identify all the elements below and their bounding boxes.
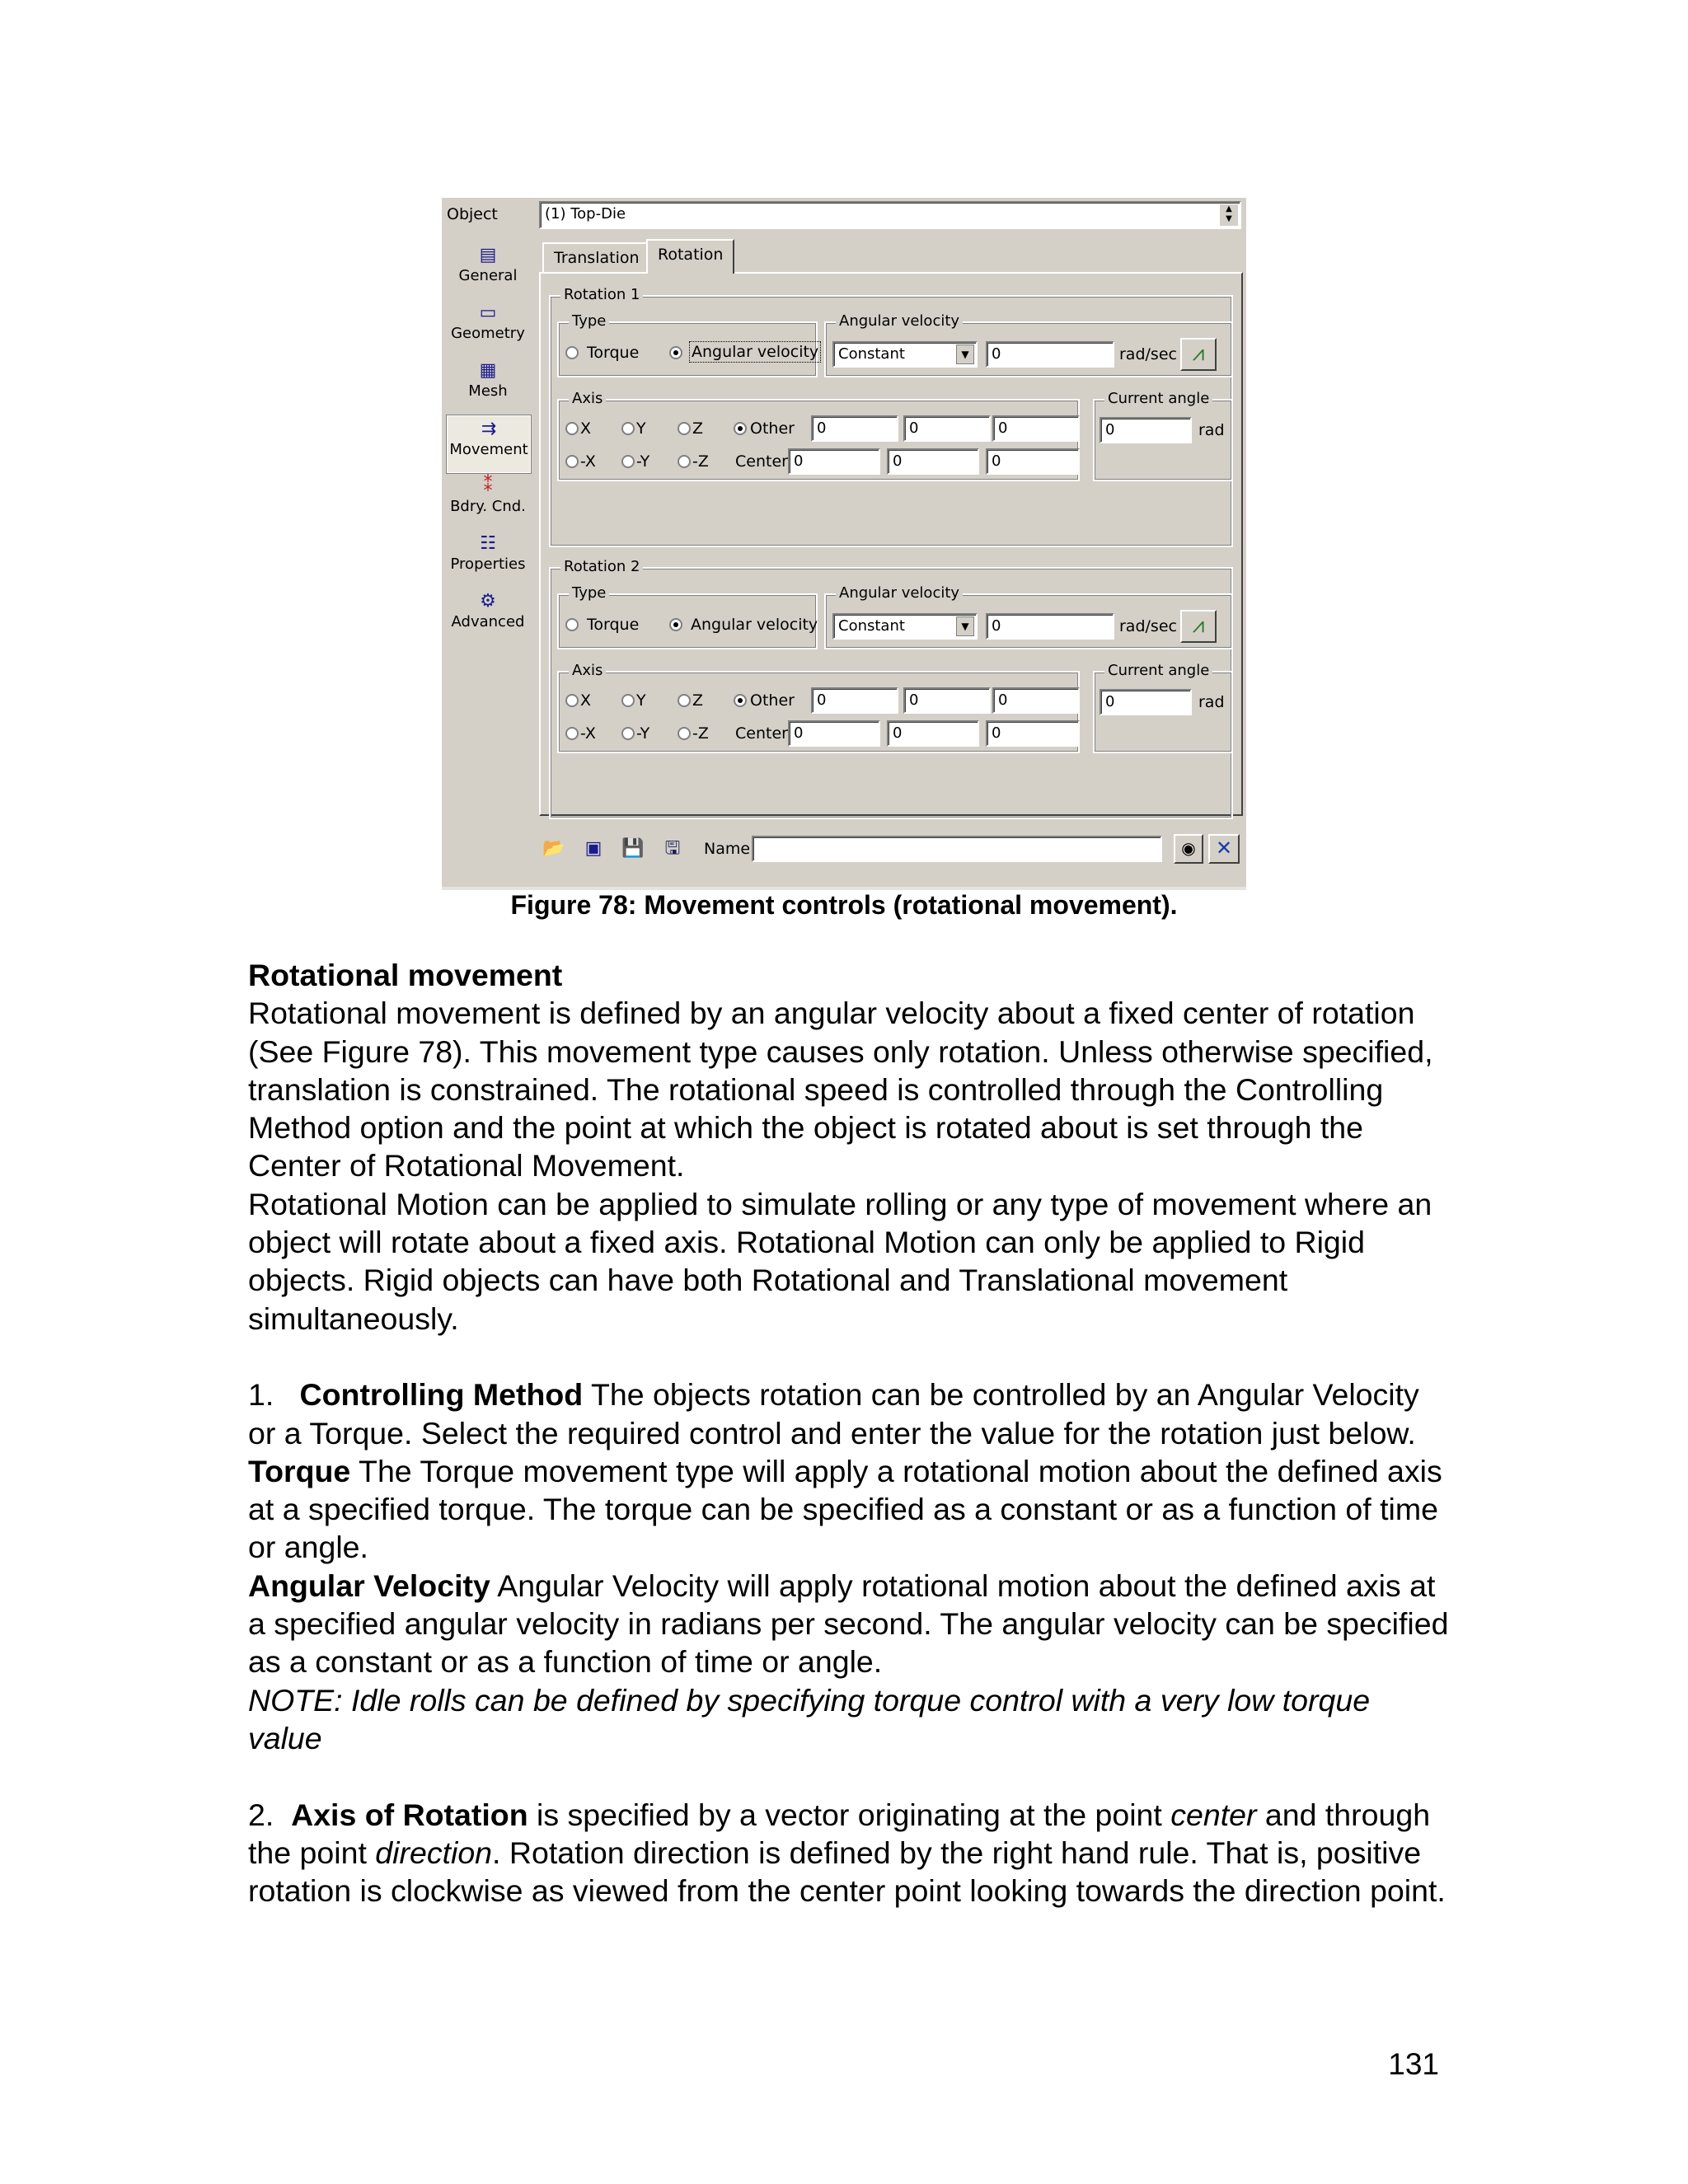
center-label: Center: [735, 724, 788, 743]
rotation-1-title: Rotation 1: [560, 285, 643, 305]
direction-z-input[interactable]: 0: [992, 415, 1080, 442]
geometry-icon: ▭: [479, 302, 497, 323]
nav-boundary-condition[interactable]: ⁑ Bdry. Cnd.: [450, 476, 526, 515]
axis-y-label: Y: [636, 691, 646, 710]
function-editor-button[interactable]: [1180, 338, 1217, 371]
axis-y-radio[interactable]: [621, 422, 635, 435]
document-body: [248, 956, 1451, 1910]
torque-radio[interactable]: [565, 346, 579, 359]
note: NOTE: Idle rolls can be defined by specifying torque control with a very low torque value: [248, 1682, 1371, 1755]
angvel-unit: rad/sec: [1119, 617, 1177, 635]
center-y-input[interactable]: 0: [887, 448, 979, 475]
axis-x-label: X: [580, 691, 592, 710]
axis-z-radio[interactable]: [678, 422, 691, 435]
eye-icon: ◉: [1181, 838, 1196, 858]
current-angle-label: Current angle: [1104, 661, 1212, 681]
nav-geometry[interactable]: ▭ Geometry: [451, 302, 525, 342]
direction-x-input[interactable]: 0: [811, 415, 898, 442]
axis-neg-z-radio[interactable]: [678, 727, 691, 740]
axis-x-radio[interactable]: [565, 694, 579, 707]
direction-x-input[interactable]: 0: [811, 687, 898, 714]
axis-label: Axis: [569, 389, 606, 409]
axis-other-label: Other: [750, 691, 795, 710]
movement-dialog: [442, 198, 1246, 890]
save-icon[interactable]: 💾: [621, 838, 645, 859]
torque-label: Torque: [587, 616, 640, 634]
current-angle-unit: rad: [1198, 693, 1225, 711]
axis-neg-y-label: -Y: [636, 724, 650, 743]
curve-editor-icon: ⩘: [1192, 613, 1205, 638]
item-1: 1. Controlling Method The objects rotation can be controlled by an Angular Velocity or a Torque. Select the required control and enter the value for the rotation just below.: [248, 1377, 1419, 1451]
angular-velocity-label: Angular velocity: [689, 341, 821, 363]
axis-neg-x-label: -X: [580, 724, 596, 743]
movement-icon: ⇉: [481, 419, 497, 439]
angvel-group-label: Angular velocity: [836, 583, 963, 603]
close-icon: ✕: [1215, 837, 1233, 860]
save-as-icon[interactable]: 🖫: [664, 838, 681, 859]
axis-neg-z-label: -Z: [692, 452, 709, 471]
center-x-input[interactable]: 0: [788, 720, 880, 747]
open-library-icon[interactable]: ▣: [584, 838, 603, 859]
axis-label: Axis: [569, 661, 606, 681]
axis-z-label: Z: [692, 691, 704, 710]
axis-x-radio[interactable]: [565, 422, 579, 435]
center-label: Center: [735, 452, 788, 471]
item-2: 2. Axis of Rotation is specified by a vector originating at the point center and through the point direction. Rotation direction is defined by the right hand rule. That is, positive rotation is clockwise as viewed from the center point looking towards the direction point.: [248, 1797, 1446, 1909]
type-label: Type: [569, 312, 609, 331]
direction-y-input[interactable]: 0: [903, 415, 991, 442]
function-editor-button[interactable]: [1180, 610, 1217, 643]
boundary-condition-icon: ⁑: [483, 476, 493, 496]
figure-caption: Figure 78: Movement controls (rotational movement).: [510, 890, 1178, 920]
axis-other-label: Other: [750, 419, 795, 438]
angular-velocity-radio[interactable]: [669, 346, 682, 359]
paragraph-1: Rotational movement is defined by an angular velocity about a fixed center of rotation (See Figure 78). This movement type causes only rotation. Unless otherwise specified, translation is constrained. The rotational speed is controlled through the Controlling Method option and the point at which the object is rotated about is set through the Center of Rotational Movement.: [248, 996, 1433, 1183]
axis-neg-x-radio[interactable]: [565, 727, 579, 740]
axis-neg-y-radio[interactable]: [621, 455, 635, 468]
view-button[interactable]: [1174, 834, 1203, 864]
center-y-input[interactable]: 0: [887, 720, 979, 747]
angvel-group-label: Angular velocity: [836, 312, 963, 331]
current-angle-input[interactable]: 0: [1100, 417, 1192, 443]
spin-arrows-icon[interactable]: ▲ ▼: [1220, 204, 1238, 226]
object-select[interactable]: [539, 201, 1241, 229]
open-icon[interactable]: 📂: [542, 838, 565, 859]
advanced-icon: ⚙: [480, 591, 496, 612]
name-label: Name: [704, 840, 751, 858]
type-label: Type: [569, 583, 609, 603]
dropdown-arrow-icon[interactable]: ▼: [956, 616, 974, 636]
current-angle-label: Current angle: [1104, 389, 1212, 409]
properties-icon: ☷: [480, 533, 496, 554]
angvel-mode-select[interactable]: Constant ▼: [832, 613, 978, 640]
angular-velocity-radio[interactable]: [669, 618, 682, 631]
torque-label: Torque: [587, 344, 640, 362]
angvel-value-input[interactable]: 0: [986, 341, 1114, 368]
axis-other-radio[interactable]: [734, 422, 747, 435]
axis-x-label: X: [580, 419, 592, 438]
nav-advanced[interactable]: ⚙ Advanced: [451, 591, 525, 630]
center-z-input[interactable]: 0: [986, 720, 1080, 747]
section-heading: Rotational movement: [248, 958, 563, 992]
torque-radio[interactable]: [565, 618, 579, 631]
nav-properties[interactable]: ☷ Properties: [450, 533, 526, 573]
general-icon: ▤: [479, 245, 497, 265]
angvel-unit: rad/sec: [1119, 345, 1177, 363]
direction-z-input[interactable]: 0: [992, 687, 1080, 714]
close-button[interactable]: [1208, 834, 1240, 864]
direction-y-input[interactable]: 0: [903, 687, 991, 714]
axis-other-radio[interactable]: [734, 694, 747, 707]
nav-mesh[interactable]: ▦ Mesh: [468, 360, 508, 400]
current-angle-input[interactable]: 0: [1100, 689, 1192, 715]
angular-velocity-paragraph: Angular Velocity Angular Velocity will apply rotational motion about the defined axis at a specified angular velocity in radians per second. The angular velocity can be specified as a constant or as a function of time or angle.: [248, 1568, 1449, 1680]
axis-neg-x-label: -X: [580, 452, 596, 471]
center-z-input[interactable]: 0: [986, 448, 1080, 475]
page-number: 131: [1388, 2047, 1439, 2081]
axis-neg-x-radio[interactable]: [565, 455, 579, 468]
center-x-input[interactable]: 0: [788, 448, 880, 475]
rotation-2-title: Rotation 2: [560, 557, 643, 577]
axis-z-label: Z: [692, 419, 704, 438]
curve-editor-icon: ⩘: [1192, 341, 1205, 366]
nav-general[interactable]: ▤ General: [458, 245, 518, 284]
axis-z-radio[interactable]: [678, 694, 691, 707]
axis-y-radio[interactable]: [621, 694, 635, 707]
axis-y-label: Y: [636, 419, 646, 438]
axis-neg-z-label: -Z: [692, 724, 709, 743]
mesh-icon: ▦: [479, 360, 497, 381]
angvel-value-input[interactable]: 0: [986, 613, 1114, 640]
name-input[interactable]: [752, 836, 1162, 862]
paragraph-2: Rotational Motion can be applied to simulate rolling or any type of movement where an object will rotate about a fixed axis. Rotational Motion can only be applied to Rigid objects. Rigid objects can have both Rotational and Translational movement simultaneously.: [248, 1186, 1432, 1336]
angvel-mode-select[interactable]: Constant ▼: [832, 341, 978, 368]
object-select-value: (1) Top-Die: [545, 205, 626, 223]
torque-paragraph: Torque The Torque movement type will apply a rotational motion about the defined axis at a specified torque. The torque can be specified as a constant or as a function of time or angle.: [248, 1453, 1442, 1565]
tab-rotation[interactable]: Rotation: [646, 239, 734, 274]
dropdown-arrow-icon[interactable]: ▼: [956, 344, 974, 364]
current-angle-unit: rad: [1198, 421, 1225, 439]
axis-neg-z-radio[interactable]: [678, 455, 691, 468]
object-label: Object: [447, 205, 498, 223]
tab-translation[interactable]: Translation: [542, 242, 651, 272]
axis-neg-y-radio[interactable]: [621, 727, 635, 740]
axis-neg-y-label: -Y: [636, 452, 650, 471]
nav-movement[interactable]: ⇉ Movement: [447, 415, 531, 473]
angular-velocity-label: Angular velocity: [691, 616, 818, 634]
